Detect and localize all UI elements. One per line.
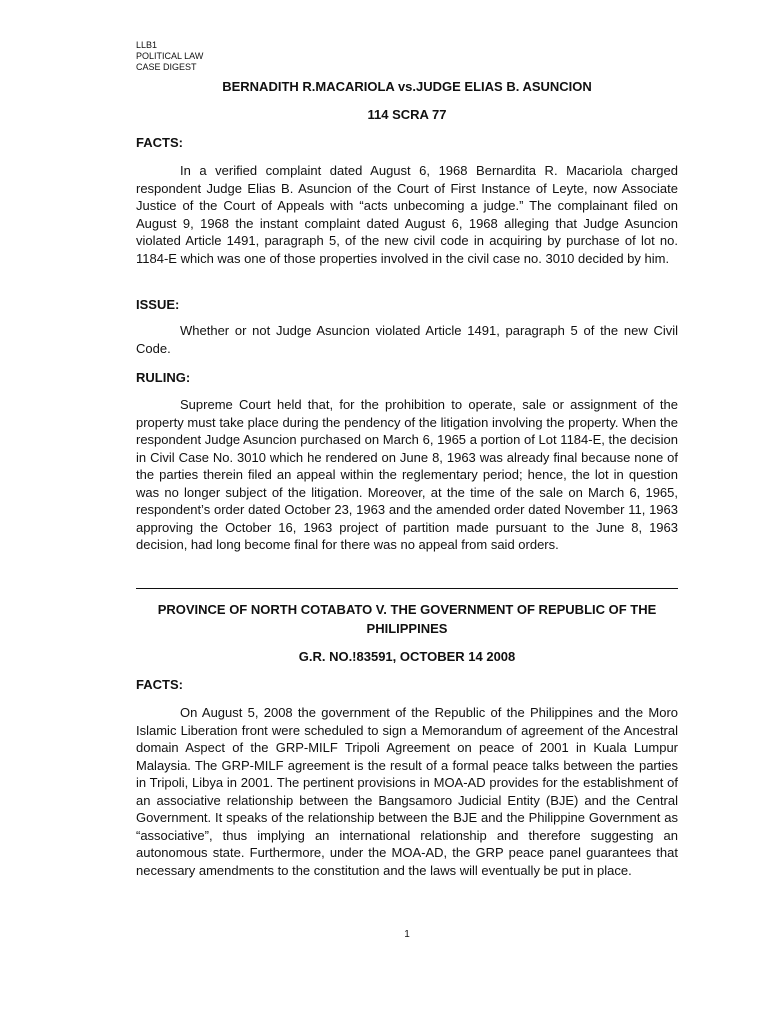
case1-ruling-text: Supreme Court held that, for the prohibition to operate, sale or assignment of the property must take place during the pendency of the litigation involving the property. When the respondent Judge Asuncion purchased on March 6, 1965 a portion of Lot 1184-E, the decision in Civil Case No. 3010 which he rendered on June 8, 1963 was already final because none of the parties therein filed an appeal within the reglementary period; hence, the lot in question was no longer subject of the litigation. Moreover, at the time of the sale on March 6, 1965, respondent’s order dated October 23, 1963 and the amended order dated November 11, 1963 approving the October 16, 1963 project of partition made pursuant to the June 8, 1963 decision, had long become final for there was no appeal from said orders. xyxy=(136,397,678,552)
document-header xyxy=(136,40,203,73)
header-line-subject: POLITICAL LAW xyxy=(136,51,204,61)
header-line-type: CASE DIGEST xyxy=(136,62,197,72)
case1-title: BERNADITH R.MACARIOLA vs.JUDGE ELIAS B. ASUNCION xyxy=(222,79,592,94)
document-page xyxy=(136,0,678,1024)
case1-ruling-heading: RULING: xyxy=(136,370,191,385)
case1-facts-heading: FACTS: xyxy=(136,135,183,150)
page-number: 1 xyxy=(404,929,410,940)
case2-citation: G.R. NO.!83591, OCTOBER 14 2008 xyxy=(298,649,516,664)
case-divider xyxy=(136,588,678,589)
case1-issue-text: Whether or not Judge Asuncion violated Article 1491, paragraph 5 of the new Civil Code. xyxy=(136,323,678,356)
case2-facts-text: On August 5, 2008 the government of the Republic of the Philippines and the Moro Islamic Liberation front were scheduled to sign a Memorandum of agreement of the Ancestral domain Aspect of the GRP-MILF Tripoli Agreement on peace of 2001 in Kuala Lumpur Malaysia. The GRP-MILF agreement is the result of a formal peace talks between the parties in Tripoli, Libya in 2001. The pertinent provisions in MOA-AD provides for the establishment of an associative relationship between the Bangsamoro Judicial Entity (BJE) and the Central Government. It speaks of the relationship between the BJE and the Philippine Government as “associative”, thus implying an international relationship and therefore suggesting an autonomous state. Furthermore, under the MOA-AD, the GRP peace panel guarantees that necessary amendments to the constitution and the laws will eventually be put in place. xyxy=(136,705,678,878)
header-line-course: LLB1 xyxy=(136,40,158,50)
case1-facts-text: In a verified complaint dated August 6, 1968 Bernardita R. Macariola charged respondent Judge Elias B. Asuncion of the Court of First Instance of Leyte, now Associate Justice of the Court of Appeals with “acts unbecoming a judge.” The complainant filed on August 9, 1968 the instant complaint dated August 6, 1968 alleging that Judge Asuncion violated Article 1491, paragraph 5, of the new civil code in acquiring by purchase of lot no. 1184-E which was one of those properties involved in the civil case no. 3010 decided by him. xyxy=(136,163,678,266)
case2-title: PROVINCE OF NORTH COTABATO V. THE GOVERNMENT OF REPUBLIC OF THE PHILIPPINES xyxy=(157,602,657,636)
case2-facts-heading: FACTS: xyxy=(136,677,183,692)
case1-issue-heading: ISSUE: xyxy=(136,297,180,312)
case1-citation: 114 SCRA 77 xyxy=(367,107,447,122)
